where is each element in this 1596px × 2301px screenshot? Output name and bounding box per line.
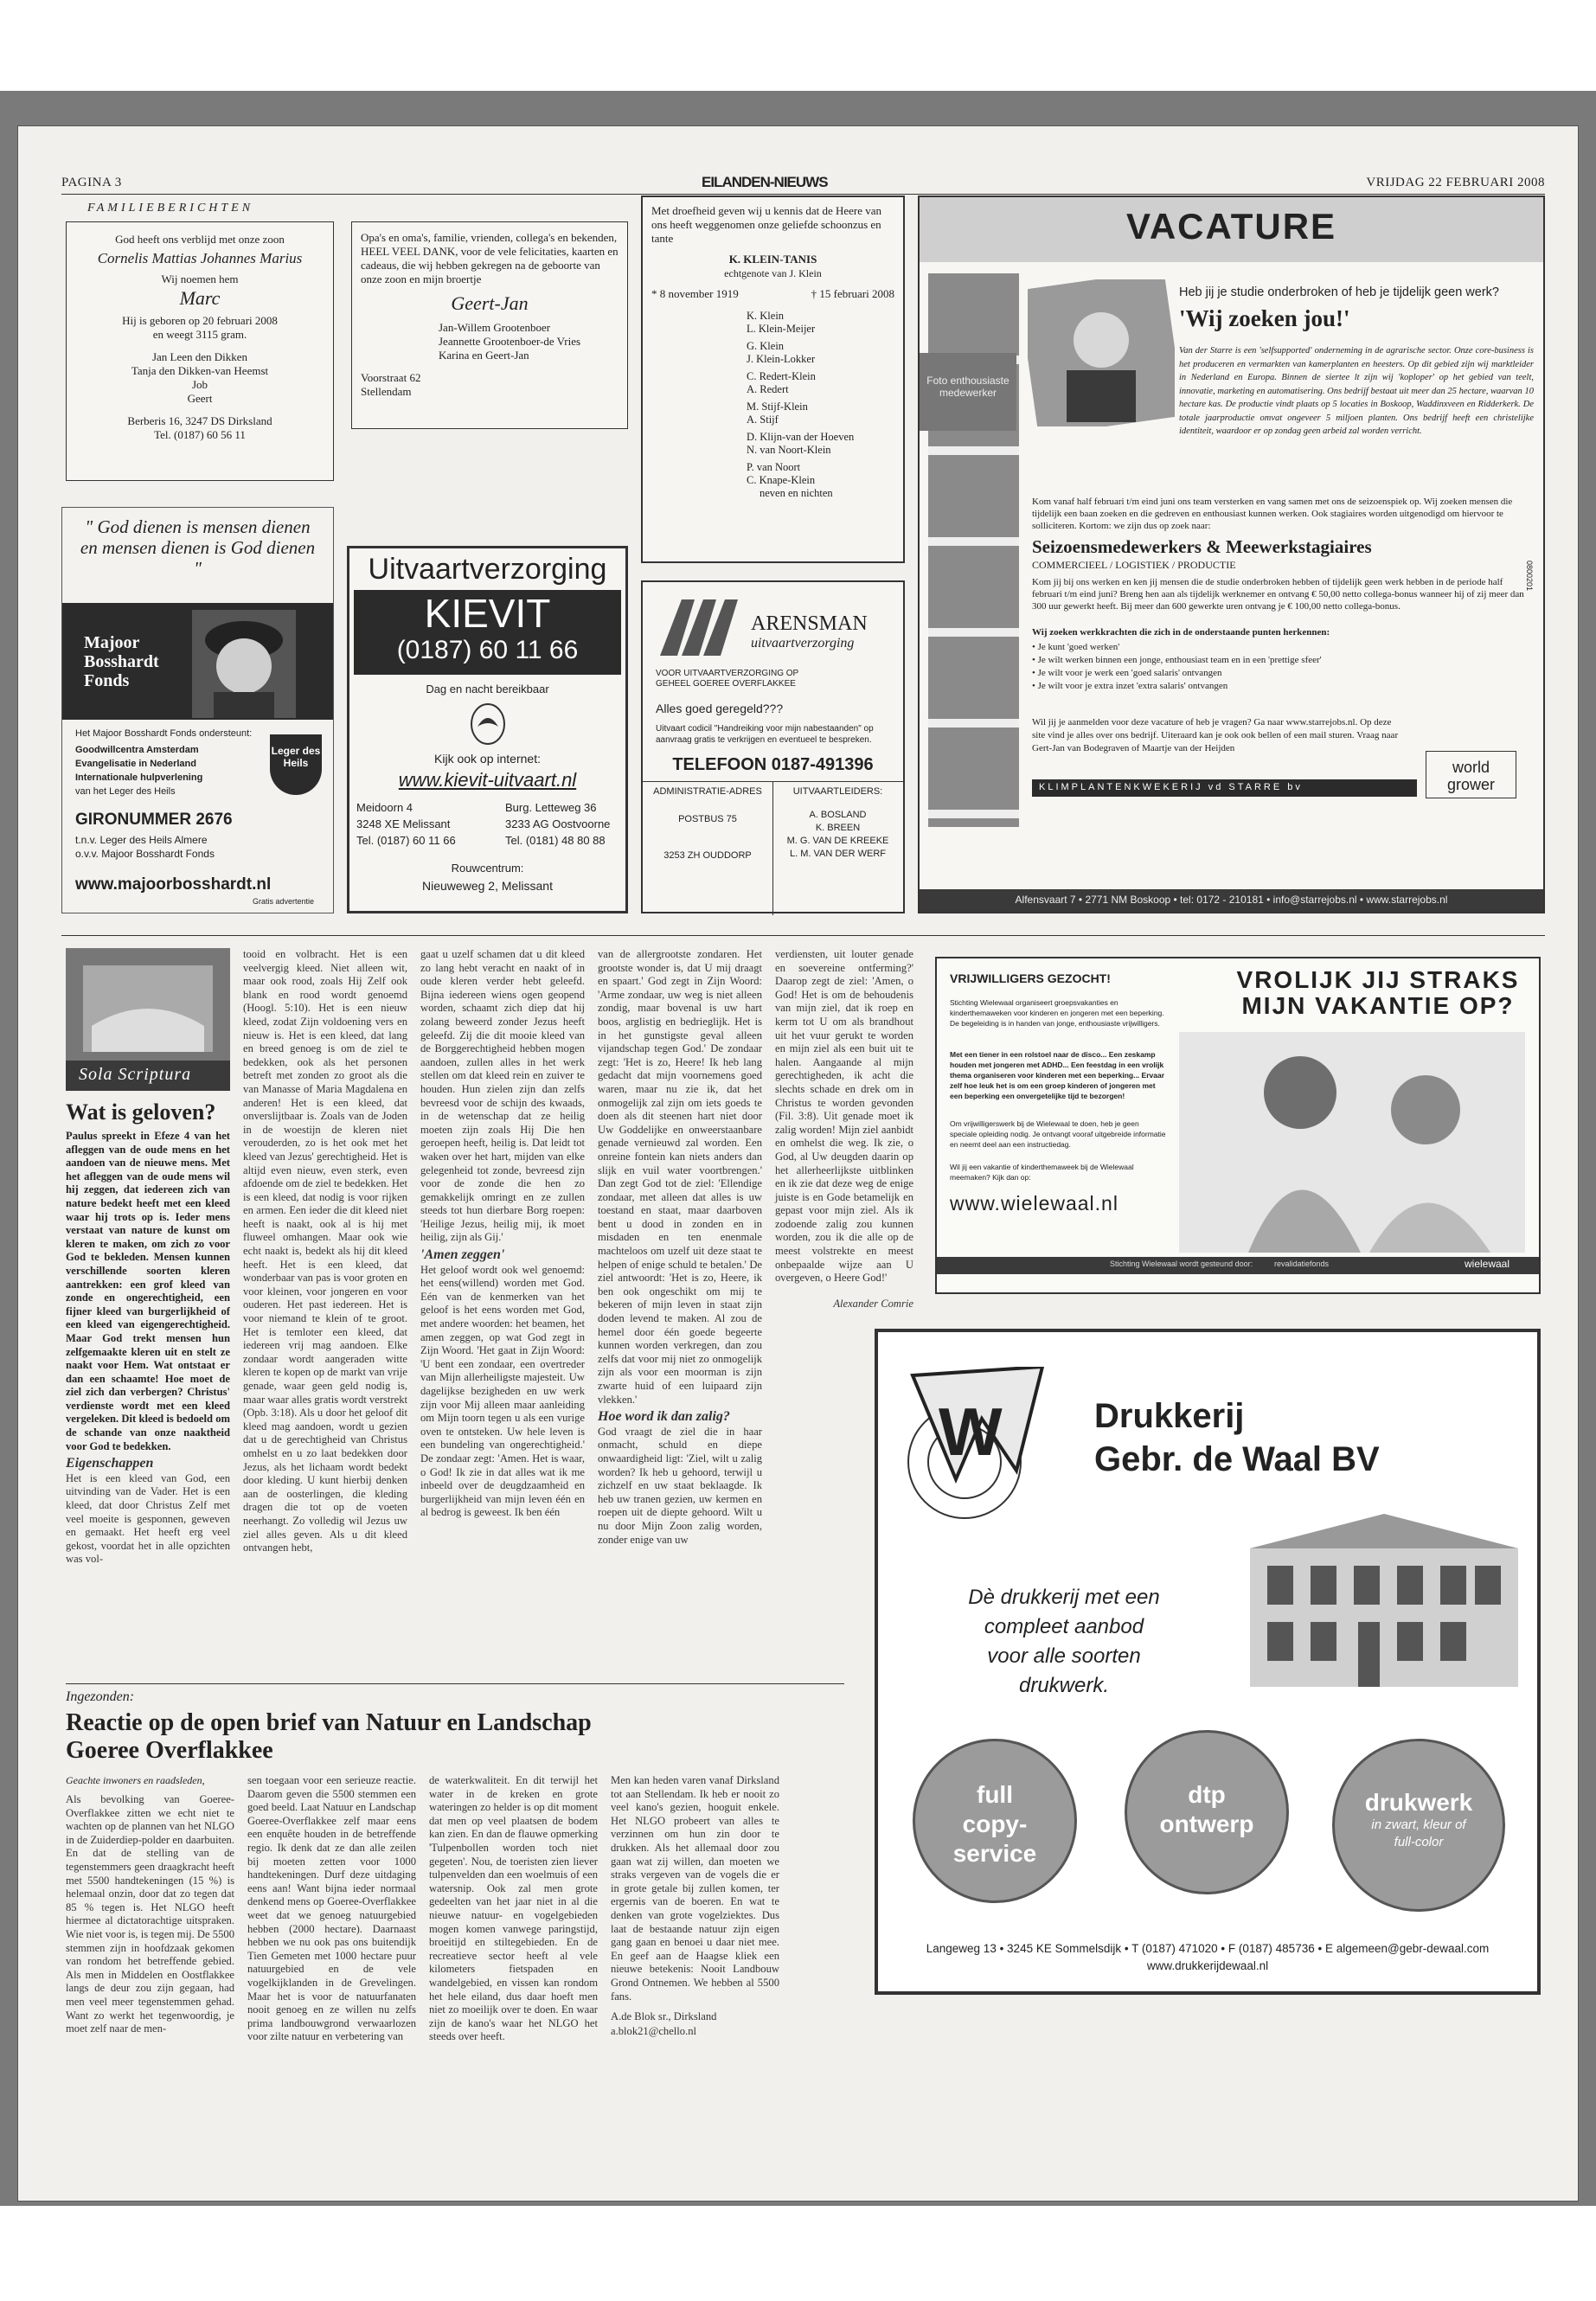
deceased-spouse: echtgenote van J. Klein bbox=[724, 267, 822, 279]
letter-greeting: Geachte inwoners en raadsleden, bbox=[66, 1774, 205, 1786]
thanks-name: Geert-Jan bbox=[451, 292, 529, 314]
relative-name: L. Klein-Meijer bbox=[747, 323, 816, 335]
arensman-ad bbox=[641, 580, 905, 913]
parent-line: Tanja den Dikken-van Heemst bbox=[131, 364, 269, 377]
bosshardt-quote: " God dienen is mensen dienen en mensen dienen is God dienen " bbox=[80, 516, 316, 579]
page-label: PAGINA 3 bbox=[61, 176, 122, 189]
rouwcentrum-address: Nieuweweg 2, Melissant bbox=[422, 879, 553, 893]
bosshardt-org: Majoor Bosshardt Fonds bbox=[84, 633, 159, 690]
letter-col-4 bbox=[611, 1774, 779, 2039]
relative-name: N. van Noort-Klein bbox=[747, 444, 831, 456]
drukkerij-name: Gebr. de Waal BV bbox=[1094, 1440, 1380, 1478]
paper-content bbox=[61, 174, 1545, 2189]
leader-name: M. G. VAN DE KREEKE bbox=[786, 836, 889, 846]
letter-title-line: Reactie op de open brief van Natuur en Landschap bbox=[66, 1709, 592, 1736]
address-line: 3233 AG Oostvoorne bbox=[505, 817, 611, 830]
sibling-line: Geert bbox=[187, 392, 213, 405]
vacature-company: KLIMPLANTENKWEKERIJ vd STARRE bv bbox=[1032, 779, 1417, 797]
w-letter: W bbox=[939, 1394, 1003, 1470]
letter-kicker: Ingezonden: bbox=[66, 1689, 135, 1704]
arensman-name: ARENSMAN bbox=[751, 612, 868, 635]
birth-announcement bbox=[66, 221, 334, 481]
vacature-headline: 'Wij zoeken jou!' bbox=[1179, 305, 1350, 331]
thanks-town: Stellendam bbox=[361, 385, 412, 398]
bosshardt-portrait bbox=[192, 610, 296, 718]
image-caption: Sola Scriptura bbox=[79, 1065, 192, 1084]
worker-photo bbox=[1028, 279, 1175, 426]
leaders-list bbox=[772, 809, 903, 861]
wielewaal-web[interactable]: www.wielewaal.nl bbox=[950, 1192, 1118, 1215]
issue-date: VRIJDAG 22 FEBRUARI 2008 bbox=[1366, 176, 1545, 189]
leader-name: A. BOSLAND bbox=[809, 810, 867, 820]
vacature-ad bbox=[918, 195, 1545, 913]
letter-col-1: Als bevolking van Goeree-Overflakkee zitten we echt niet te wachten op de plannen van het NLGO in de Zuiderdiep-polder en daarbuiten. En dat de stelling van de tegenstemmers geen draagkracht heeft met 5500 handtekeningen (15 %) is helemaal onzin, door dat zo tegen dat 85 % tegen is. Het NLGO heeft hiermee al dictatorachtige uitspraken. Wie niet voor is, is tegen mij. De 5500 stemmen zijn in hoofdzaak gekomen van rondom het betreffende gebied. Als men in Middelen en Oostflakkee langs de deur zou zijn gegaan, had men veel meer tegenstemmen gehad. Want zo werkt het tegenwoordig, je moet zelf naar de men- bbox=[66, 1793, 234, 2035]
support-item: van het Leger des Heils bbox=[75, 786, 176, 797]
article-text: tooid en volbracht. Het is een veelvergig kleed. Niet alleen wit, maar ook rood, zoals Hij Zelf ook blank en rood wordt genoemd (Hoogl. 5:10). Het is een nieuw kleed, zodat Zijn voldoening vers en nieuw is. Het is een kleed, dat lang en breed genoeg is om de ziel te bedekken, ook als het personen betreft met zonden zo groot als die van Manasse of Maria Magdalena en anderen! Het is een kleed, dat onverslijtbaar is. Zoals van de Joden in de woestijn de kleren niet verouderden, zo is het ook met het kleed van Jezus' gerechtigheid. Het is altijd even nieuw, even sterk, even afdoende om de ziel te bedekken. Het is een kleed, dat nodig is voor rijken en armen. Een ieder die dit kleed niet heeft is naakt, ook al is hij met fluweel omhangen. Maar ook wie echt naakt is, bedekt als hij dit kleed heeft. Het is een kleed, dat wonderbaar van pas is voor groten en voor kleinen, voor jongeren en voor ouderen. Het past iedereen. Het is voor niemand te klein of te groot. Het is temloter een kleed, dat iedereen vrij mag aandoen. Elke zondaar wordt aangeraden witte kleren te kopen op de markt van vrije genade, waar geen geld nodig is, maar waar alles gratis wordt verstrekt (Opb. 3:18). Als u door het geloof dit kleed mag aandoen, wordt u gezien dat u de gerechtigheid van Christus omhelst en u zo laat bedekken door Jezus, als het lichaam wordt bedekt door kleding. U kunt hierbij denken aan de oosterlingen, die kleding dragen die tot op de voeten neerhangt. Zo volledig wil Jezus uw ziel alles geven. Als u dit kleed ontvangen hebt, bbox=[243, 948, 407, 1554]
thanks-street: Voorstraat 62 bbox=[361, 371, 421, 384]
giro-ovv: o.v.v. Majoor Bosshardt Fonds bbox=[75, 848, 215, 860]
vacature-offer-heading: Wij zoeken werkkrachten die zich in de onderstaande punten herkennen: bbox=[1032, 627, 1330, 638]
address-line: Tel. (0187) 60 11 66 bbox=[356, 834, 456, 847]
address-line: Meidoorn 4 bbox=[356, 801, 413, 814]
wielewaal-footer: Stichting Wielewaal wordt gesteund door: bbox=[1110, 1259, 1253, 1268]
birth-address: Berberis 16, 3247 DS Dirksland bbox=[127, 414, 272, 427]
article-subhead: Eigenschappen bbox=[66, 1456, 154, 1471]
bosshardt-web[interactable]: www.majoorbosshardt.nl bbox=[75, 875, 272, 894]
bosshardt-banner bbox=[62, 603, 333, 720]
kievit-availability: Dag en nacht bereikbaar bbox=[426, 683, 549, 695]
article-col-2 bbox=[243, 948, 407, 1556]
family-line: Jan-Willem Grootenboer bbox=[439, 321, 551, 334]
rouwcentrum-title: Rouwcentrum: bbox=[451, 862, 524, 875]
arensman-line: GEHEEL GOEREE OVERFLAKKEE bbox=[656, 679, 796, 689]
birth-tel: Tel. (0187) 60 56 11 bbox=[154, 428, 246, 441]
drukkerij-ad bbox=[875, 1329, 1541, 1995]
article-subhead: 'Amen zeggen' bbox=[420, 1247, 505, 1263]
tagline-line: voor alle soorten bbox=[987, 1644, 1141, 1668]
kievit-ad bbox=[347, 546, 628, 913]
dove-emblem-icon bbox=[469, 702, 507, 746]
leaders-header: UITVAARTLEIDERS: bbox=[792, 786, 883, 797]
article-author: Alexander Comrie bbox=[833, 1297, 913, 1310]
drukkerij-tagline bbox=[921, 1583, 1207, 1701]
relative-name: P. van Noort bbox=[747, 461, 801, 473]
article-lead: Paulus spreekt in Efeze 4 van het afleggen van de oude mens en het aandoen van de nieuwe mens. Met het afleggen van de oude mens wil hij zeggen, dat iedereen zich van nature bedekt heeft met een kleed waar hij trots op is. Ieder mens verstaat van nature de kunst om kleren te maken, om zich zo voor God te bekleden. Mensen kunnen verschillende soorten kleren aantrekken: een grof kleed van zonde en ongerechtigheid, een fijner kleed van burgerlijkheid of een kleed van eigengerechtigheid. Maar God trekt mensen hun zelfgemaakte kleren uit en stelt ze naakt voor Hem. Wat ontstaat er dan een schaamte! Hoe moet de ziel zich dan verbergen? Christus' verdienste wordt met een kleed vergeleken. Dit kleed is bedoeld om de schande van onze naaktheid voor God te bedekken. bbox=[66, 1130, 230, 1452]
service-circle-copy bbox=[913, 1739, 1077, 1903]
wielewaal-slogan: VROLIJK JIJ STRAKS MIJN VAKANTIE OP? bbox=[1236, 966, 1520, 1019]
circle-line: drukwerk bbox=[1364, 1789, 1473, 1816]
circle-line: full bbox=[977, 1781, 1013, 1808]
vacature-bullet: • Je wilt voor je werk een 'goed salaris' ontvangen bbox=[1032, 668, 1222, 678]
circle-line: copy- bbox=[962, 1811, 1028, 1837]
relative-name: M. Stijf-Klein bbox=[747, 401, 808, 413]
relatives-list bbox=[651, 310, 894, 500]
circle-line: full-color bbox=[1394, 1835, 1444, 1849]
scan-background bbox=[0, 91, 1596, 2206]
kievit-look: Kijk ook op internet: bbox=[434, 752, 541, 766]
arensman-phone: TELEFOON 0187-491396 bbox=[672, 755, 874, 774]
giro-number: GIRONUMMER 2676 bbox=[75, 811, 233, 829]
family-line: Jeannette Grootenboer-de Vries bbox=[439, 335, 581, 348]
vacature-bonus: Kom jij bij ons werken en ken jij mensen die de studie onderbroken hebben of tijdelijk geen werk hebben in de periode half februari t/m eind juni? Breng hen aan als tijdelijk werknemer en ontvang € 50,00 netto collega-bonus wanneer hij of zij meer dan 300 uur gewerkt heeft. Bij meer dan 600 gewerkte uren ontvang je € 100,00 netto collega-bonus. bbox=[1032, 577, 1524, 612]
free-ad-note: Gratis advertentie bbox=[253, 897, 315, 906]
vacature-bullet: • Je wilt werken binnen een jonge, enthousiast team en in een 'prettige sfeer' bbox=[1032, 655, 1322, 665]
wielewaal-photo bbox=[1179, 1032, 1525, 1253]
vacature-question: Heb jij je studie onderbroken of heb je tijdelijk geen werk? bbox=[1179, 285, 1499, 299]
arensman-question: Alles goed geregeld??? bbox=[656, 702, 784, 715]
drukkerij-name: Drukkerij bbox=[1094, 1397, 1245, 1435]
address-line: Burg. Letteweg 36 bbox=[505, 801, 597, 814]
service-circle-drukwerk bbox=[1332, 1739, 1505, 1912]
letter-title-line: Goeree Overflakkee bbox=[66, 1737, 273, 1764]
admin-line: POSTBUS 75 bbox=[678, 814, 737, 824]
tagline-line: drukwerk. bbox=[1018, 1674, 1110, 1697]
kievit-address-left bbox=[356, 799, 456, 849]
death-announcement bbox=[641, 195, 905, 563]
child-nickname: Marc bbox=[179, 287, 221, 309]
relative-name: J. Klein-Lokker bbox=[747, 353, 816, 365]
letter-title bbox=[66, 1709, 592, 1765]
death-intro: Met droefheid geven wij u kennis dat de Heere van ons heeft weggenomen onze geliefde schoonzus en tante bbox=[651, 204, 882, 245]
article-subhead: Hoe word ik dan zalig? bbox=[598, 1409, 730, 1425]
relative-name: K. Klein bbox=[747, 310, 785, 322]
article-text: Het geloof wordt ook wel genoemd: het eens(willend) worden met God. Eén van de kenmerken van het geloof is het eens worden met God, met andere woorden: het beamen, het amen zeggen, op wat God zegt in Zijn Woord. 'Het gaat in Zijn Woord: 'U bent een zondaar, een overtreder van Mijn allerheiligste majesteit. Uw dagelijkse bezigheden en uw werk zijn voor Mij alleen maar aanleiding om Mijn toorn tegen u als een vurige oven te ontsteken. Uw hele leven is een bundeling van ongerechtigheid.' De zondaar zegt: 'Amen. Het is waar, o God! Ik zie in dat alles wat ik me inbeeld over de deugdzaamheid en burgerlijkheid van mijn leven één en al bedrog is geweest. Ik ben één bbox=[420, 1263, 585, 1519]
kievit-web[interactable]: www.kievit-uitvaart.nl bbox=[398, 769, 577, 791]
article-text: van de allergrootste zondaren. Het grootste wonder is, dat U mij draagt en spaart.' God zegt in Zijn Woord: 'Arme zondaar, uw weg is niet alleen zondig, maar bovenal is uw hart boos, arglistig en bedrieglijk. Het is in het gunstigste geval alleen vijandschap tegen God.' De zondaar zegt: 'Het is zo, Heere! Ik heb lang gedacht dat mijn voornemens goed waren, maar nu zie ik, dat het onmogelijk zal zijn om iets goeds te doen als dit steenen hart niet door Uw Goddelijke en onweerstaanbare genade vernieuwd zal worden. Een onreine fontein kan niets anders dan slijk en vuil water voortbrengen.' Dan zegt God tot de ziel: 'Ellendige zondaar, met alleen dat alles is uw toestand en staat, maar daarboven bent u dood in zonden en in misdaden en ten enenmale machteloos om uzelf uit deze staat te helpen of enige schuld te betalen.' De ziel antwoordt: 'Het is zo, Heere, ik ben ook ongeschikt om mij te bekeren of mijn leven in staat zijn doden levend te maken. Al zou de hemel door één goede begeerte kunnen worden verkregen, dan zou zelfs dat voor mij niet zo onmogelijk zijn als voor een moorman is zijn zwarte huid of een luipaard zijn vlekken.' bbox=[598, 948, 762, 1406]
building-photo bbox=[1250, 1514, 1518, 1687]
world-grower-badge: world grower bbox=[1426, 751, 1516, 798]
section-title: FAMILIEBERICHTEN bbox=[87, 202, 254, 215]
letter-col-3: de waterkwaliteit. En dit terwijl het water in de kreken en grote wateringen zo helder is op dit moment dat men op veel plaatsen de bodem kan zien. En dan de flauwe opmerking 'Tulpenbollen worden toch niet gegeten'. Nou, de toeristen zien liever tulpenvelden dan een woelmuis of een watersnip. Ook zal men grote gedeelten van het jaar niet in al die nieuwe natuur- en vogelgebieden mogen komen vanwege paringstijd, broeitijd en stiltegebieden. En de recreatieve sector heeft al vele kilometers fietspaden en wandelgebied, en vissen kan rondom het hele eiland, dus daar hoeft men niet zo moeilijk over te doen. En waar zijn de kano's waar het NLGO het steeds over heeft. bbox=[429, 1774, 598, 2043]
article-text: Het is een kleed van God, een uitvinding van de Vader. Het is een kleed, dat door Christus Zelf met veel moeite is gesponnen, geweven en gemaakt. Het heeft erg veel gekost, voordat het in alle opzichten was vol- bbox=[66, 1471, 230, 1566]
support-item: Goodwillcentra Amsterdam bbox=[75, 745, 199, 755]
giro-tnv: t.n.v. Leger des Heils Almere bbox=[75, 834, 208, 846]
letter-email[interactable]: a.blok21@chello.nl bbox=[611, 2024, 697, 2037]
newspaper-page bbox=[17, 125, 1579, 2202]
family-line: Karina en Geert-Jan bbox=[439, 349, 529, 362]
article-text: gaat u uzelf schamen dat u dit kleed zo lang hebt veracht en naakt of in oude kleren verder hebt geleefd. Bijna iedereen wiens ogen geopend worden, schaamt zich diep dat hij zolang beweerd zonder Jezus heeft geleefd. Zij die dit mooie kleed van de Borggerechtigheid hebben mogen aandoen, zullen alles in het werk stellen om dat kleed rein en zuiver te houden. Hun zielen zijn dan zelfs bevreesd voor de schijn des kwaads, in de wetenschap dat ze heilig moeten zijn zoals Hij Die hen geroepen heeft, heilig is. Dat leidt tot waken over het hart, mijden van elke gelegenheid tot zonde, bevreesd zijn voor de zonde die hen zo gemakkelijk omringt en ze zullen steeds tot hun dierbare Borg roepen: 'Heilige Jezus, heilig mij, ik moet heilig, zijn als Gij.' bbox=[420, 948, 585, 1244]
support-list bbox=[75, 743, 266, 798]
article-col-5 bbox=[775, 948, 913, 1311]
arensman-logo-icon bbox=[660, 595, 755, 656]
relative-name: D. Klijn-van der Hoeven bbox=[747, 431, 855, 443]
article-text: God vraagt de ziel die in haar onmacht, schuld en diepe onwaardigheid ligt: 'Ziel, wilt u zalig worden? Ik heb u gehoord, terwijl u zichzelf en uw staat beklaagde. Ik heb uw tranen gezien, uw kermen en roepen uit de diepte gehoord. Wilt u nu door Mijn Zoon zalig worden, zonder enige van uw bbox=[598, 1425, 762, 1546]
relative-name: A. Stijf bbox=[747, 413, 779, 426]
leader-name: L. M. VAN DER WERF bbox=[789, 849, 887, 859]
ad-code: 0800201 bbox=[1525, 561, 1534, 592]
vacature-bullet: • Je kunt 'goed werken' bbox=[1032, 642, 1120, 652]
wielewaal-p2: Met een tiener in een rolstoel naar de disco... Een zeskamp houden met jongeren met ADHD... Een feestdag in een vrolijk thema organiseren voor kinderen met een beperking... Ervaar zelf hoe leuk het is om een groep kinderen of jongeren met een beperking een onvergetelijke tijd te bezorgen! bbox=[950, 1050, 1165, 1100]
birth-date: Hij is geboren op 20 februari 2008 bbox=[122, 314, 278, 327]
died-date: † 15 februari 2008 bbox=[811, 287, 894, 300]
thanks-announcement bbox=[351, 221, 628, 429]
tagline-line: Dè drukkerij met een bbox=[968, 1586, 1160, 1609]
relative-name: neven en nichten bbox=[760, 487, 833, 499]
kievit-title: Uitvaartverzorging bbox=[368, 553, 607, 586]
article-col-4 bbox=[598, 948, 762, 1548]
vacature-apply: Wil jij je aanmelden voor deze vacature of heb je vragen? Ga naar www.starrejobs.nl. Op deze site vind je alles over ons bedrijf. Uiteraard kan je ook ook bellen of een mail sturen. Vraag naar Gert-Jan van Bodegraven of Maartje van der Heijden bbox=[1032, 717, 1399, 753]
letter-text: Men kan heden varen vanaf Dirksland tot aan Stellendam. Ik heb er nooit zo veel kano's gezien, hooguit enkele. Het NLGO probeert van alles te verzinnen om hun zin door te drukken. Als het allemaal door zou gaan wat zij willen, dan moeten we straks vergeven van de vogels die er in grote getale bij zullen komen, ter ergernis van de boeren. En wat te denken van grote vogelziektes. Dus laat de bestaande natuur zijn eigen gang gaan en benoei u daar niet mee. En geef aan de Haagse kliek een nieuwe betekenis: Nooit Landbouw Grond Ontnemen. We hebben al 5500 fans. bbox=[611, 1774, 779, 2003]
relative-name: C. Redert-Klein bbox=[747, 370, 816, 382]
relative-name: A. Redert bbox=[747, 383, 789, 395]
kievit-name: KIEVIT bbox=[424, 591, 551, 636]
birth-weight: en weegt 3115 gram. bbox=[152, 328, 247, 341]
admin-line: 3253 ZH OUDDORP bbox=[663, 850, 752, 861]
article-col-1 bbox=[66, 1130, 230, 1567]
leader-name: K. BREEN bbox=[815, 823, 861, 833]
bosshardt-ad bbox=[61, 507, 334, 913]
kievit-phone: (0187) 60 11 66 bbox=[396, 636, 579, 664]
support-item: Internationale hulpverlening bbox=[75, 772, 203, 783]
wielewaal-p4: Wil jij een vakantie of kinderthemaweek bij de Wielewaal meemaken? Kijk dan op: bbox=[950, 1163, 1134, 1182]
address-line: 3248 XE Melissant bbox=[356, 817, 451, 830]
service-circle-dtp bbox=[1125, 1730, 1289, 1894]
relative-name: G. Klein bbox=[747, 340, 785, 352]
circle-line: ontwerp bbox=[1159, 1811, 1254, 1837]
wielewaal-p3: Om vrijwilligerswerk bij de Wielewaal te doen, heb je geen speciale opleiding nodig. Je ontvangt vooraf uitgebreide informatie en neemt deel aan een instructiedag. bbox=[950, 1119, 1166, 1149]
vacature-bullet: • Je wilt voor je extra inzet 'extra salaris' ontvangen bbox=[1032, 681, 1228, 691]
birth-intro: God heeft ons verblijd met onze zoon bbox=[115, 233, 285, 246]
circle-line: in zwart, kleur of bbox=[1371, 1817, 1466, 1832]
circle-line: dtp bbox=[1188, 1781, 1226, 1808]
letter-signature: A.de Blok sr., Dirksland bbox=[611, 2010, 717, 2023]
vacature-role: Seizoensmedewerkers & Meewerkstagiaires bbox=[1032, 536, 1372, 557]
support-item: Evangelisatie in Nederland bbox=[75, 759, 196, 769]
sibling-line: Job bbox=[191, 378, 208, 391]
vacature-title: VACATURE bbox=[920, 197, 1543, 262]
born-date: * 8 november 1919 bbox=[651, 287, 739, 300]
tagline-line: compleet aanbod bbox=[984, 1615, 1144, 1638]
child-full-name: Cornelis Mattias Johannes Marius bbox=[97, 250, 303, 266]
arensman-sub: uitvaartverzorging bbox=[751, 636, 855, 651]
wielewaal-brand: wielewaal bbox=[1465, 1258, 1510, 1270]
kievit-address-right bbox=[505, 799, 610, 849]
article-title: Wat is geloven? bbox=[66, 1099, 216, 1125]
revalidatiefonds-label: revalidatiefonds bbox=[1274, 1259, 1330, 1268]
article-col-3 bbox=[420, 948, 585, 1521]
article-text: verdiensten, uit louter genade en soevereine ontferming?' Daarop zegt de ziel: 'Amen, o God! Het is om de behoudenis van mijn ziel, dat ik roep en kerm tot U om als brandhout uit het vuur gerukt te worden en mijn ziel als een buit uit te halen. Aangaande al mijn gerechtigheden, ik acht die slechts schade en drek om in Christus te worden gevonden (Fil. 3:8). Uit genade moet ik zalig worden! Mijn ziel aanbidt en omhelst die weg. Ik zie, o God, al Uw deugden daarin op het allerheerlijkste uitblinken en ik zie dat deze weg de enige juiste is en Gode betamelijk en gepast voor mijn ziel. Als ik zodoende zalig zou kunnen worden, zou ik die alle op de meest volstrekte en meest onbepaalde wijze aan U overgeven, o Heere God!' bbox=[775, 948, 913, 1285]
photo-label: Foto enthousiaste medewerker bbox=[920, 353, 1016, 431]
address-line: Tel. (0181) 48 80 88 bbox=[505, 834, 606, 847]
vacature-paragraph: Kom vanaf half februari t/m eind juni ons team versterken en vang samen met ons de seizoenspiek op. Wij zoeken mensen die tijdelijk een baan zoeken en die gedreven en enthousiast kunnen werken. Ook stagiaires worden uitgenodigd om hiervoor te solliciteren. Kortom: we zijn dus op zoek naar: bbox=[1032, 497, 1513, 531]
deceased-name: K. KLEIN-TANIS bbox=[728, 253, 817, 266]
letter-col-2: sen toegaan voor een serieuze reactie. Daarom geven die 5500 stemmen een goed beeld. Laat Natuur en Landschap Goeree-Overflakkee zelf maar eens een enquête houden in de betreffende regio. Ik denk dat ze dan alle zeilen bij moeten zetten voor 1000 handtekeningen. Durf deze uitdaging eens aan! Want bijna ieder normaal denkend mens op Goeree-Overflakkee weet dat we genoeg natuurgebied hebben (2000 hectare). Daarnaast hebben we nu ook pas ons buitendijk Tien Gemeten met 1000 hectare puur natuurgebied en de vele vogelkijklanden in de Grevelingen. Maar het is voor de natuurfanaten nooit genoeg en ze willen nu zelfs prima landbouwgrond verwaarlozen voor zilte natuur en verbetering van bbox=[247, 1774, 416, 2043]
paper-name: EILANDEN-NIEUWS bbox=[702, 174, 828, 190]
vacature-intro: Van der Starre is een 'selfsupported' onderneming in de agrarische sector. Onze core-business is het produceren en vermarkten van kamerplanten en heesters. Op dit gebied zijn wij marktleider in Nederland en Europa. Binnen de siertee lt zijn wij 'koploper' op het gebied van teelt, innovatie, marketing en automatisering. Ons bedrijf bestaat uit meer dan 25 hectare, waarvan 10 hectare kas. De productie vindt plaats op 5 locaties in Boskoop, Waddinxveen en Ridderkerk. De totale jaarproductie omvat ongeveer 5 miljoen planten. Ons bedrijf heeft een christelijke identiteit, waardoor er op zondag geen arbeid zal worden verricht. bbox=[1179, 346, 1534, 436]
circle-line: service bbox=[952, 1840, 1037, 1867]
arensman-line: VOOR UITVAARTVERZORGING OP bbox=[656, 669, 799, 678]
wielewaal-p1: Stichting Wielewaal organiseert groepsvakanties en kinderthemaweken voor kinderen en jongeren met een beperking. De begeleiding is in handen van jonge, enthousiaste vrijwilligers. bbox=[950, 998, 1164, 1028]
drukkerij-address: Langeweg 13 • 3245 KE Sommelsdijk • T (0187) 471020 • F (0187) 485736 • E algemeen@gebr-dewaal.com bbox=[926, 1942, 1490, 1955]
parent-line: Jan Leen den Dikken bbox=[151, 350, 248, 363]
masthead bbox=[61, 174, 1545, 195]
drukkerij-web[interactable]: www.drukkerijdewaal.nl bbox=[1146, 1959, 1269, 1972]
arensman-codicil: Uitvaart codicil "Handreiking voor mijn nabestaanden" op aanvraag gratis te verkrijgen en eventueel te bespreken. bbox=[656, 724, 874, 745]
wielewaal-title: VRIJWILLIGERS GEZOCHT! bbox=[950, 971, 1111, 985]
army-shield-icon: Leger des Heils bbox=[270, 734, 322, 795]
wielewaal-ad bbox=[935, 957, 1541, 1294]
admin-header: ADMINISTRATIE-ADRES bbox=[653, 786, 762, 797]
vacature-footer: Alfensvaart 7 • 2771 NM Boskoop • tel: 0172 - 210181 • info@starrejobs.nl • www.starrejobs.nl bbox=[920, 889, 1543, 912]
relative-name: C. Knape-Klein bbox=[747, 474, 816, 486]
call-text: Wij noemen hem bbox=[161, 272, 239, 285]
support-text: Het Majoor Bosshardt Fonds ondersteunt: bbox=[75, 728, 253, 739]
kievit-banner bbox=[354, 590, 621, 675]
vacature-role-sub: COMMERCIEEL / LOGISTIEK / PRODUCTIE bbox=[1032, 559, 1236, 571]
vacature-bullets bbox=[1032, 641, 1516, 693]
thanks-text: Opa's en oma's, familie, vrienden, collega's en bekenden, HEEL VEEL DANK, voor de vele felicitaties, kaarten en cadeaus, die wij hebben gekregen na de geboorte van onze zoon en mijn broertje bbox=[361, 231, 619, 285]
